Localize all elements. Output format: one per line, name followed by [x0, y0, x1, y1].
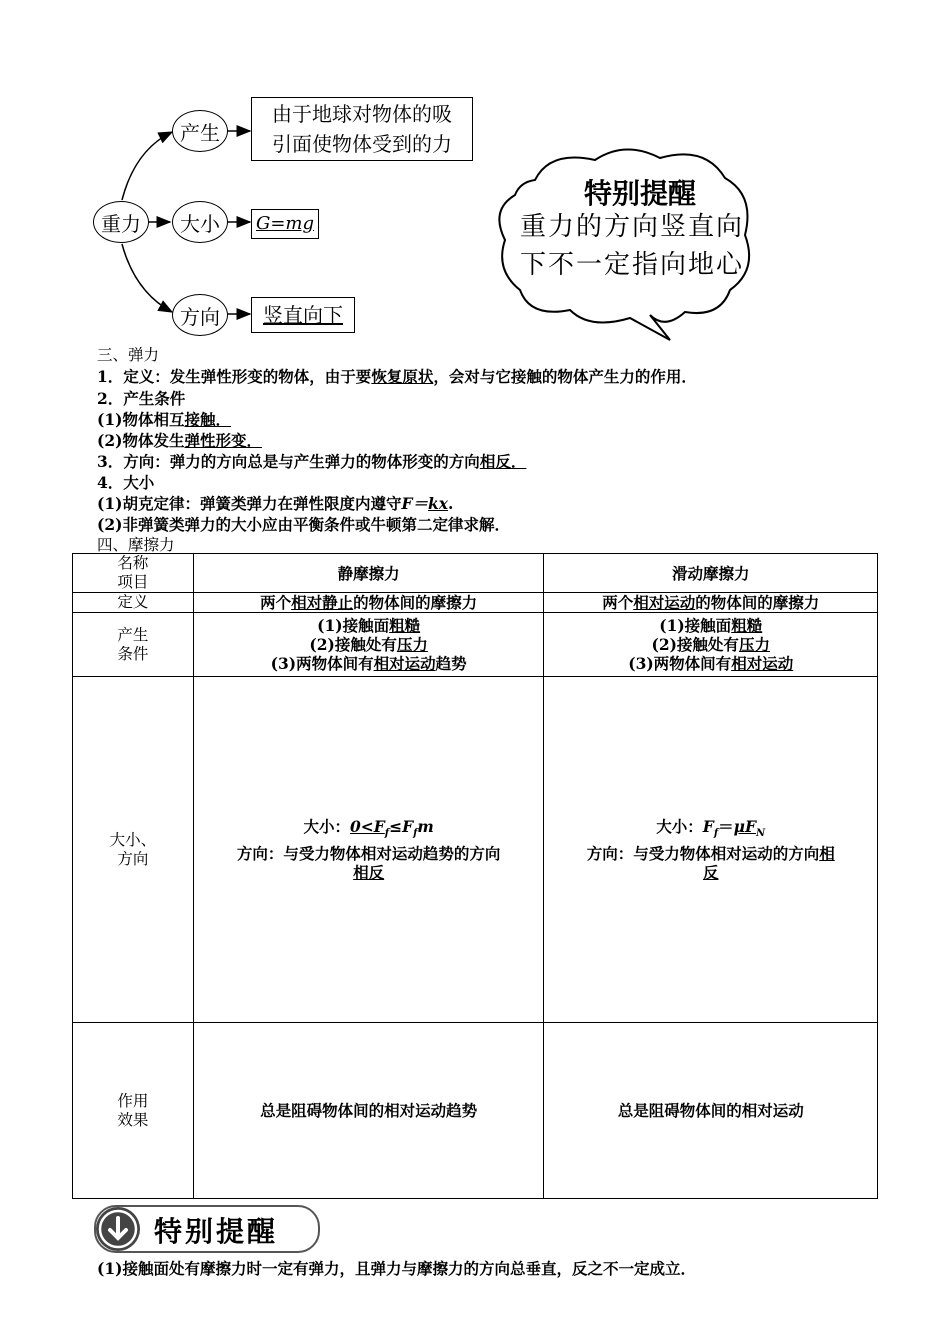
- static-magnitude-direction: 大小：$0<F_f\le F_fm$ 方向：与受力物体相对运动趋势的方向 相反: [193, 677, 544, 1023]
- table-row-definition: [73, 593, 878, 613]
- callout-title: 特别提醒: [583, 177, 696, 210]
- table-row-magnitude-direction: [73, 677, 878, 1023]
- magnitude-box: [251, 209, 319, 239]
- condition-1: (1)物体相互接触．: [97, 410, 231, 429]
- node-direction: 方向: [172, 294, 228, 336]
- node-magnitude: 大小: [172, 201, 228, 243]
- origin-box: [251, 97, 473, 161]
- sliding-definition: 两个相对运动的物体间的摩擦力: [544, 593, 878, 613]
- sliding-conditions: (1)接触面粗糙 (2)接触处有压力 (3)两物体间有相对运动: [544, 613, 878, 677]
- corner-cell: 名称 项目: [73, 554, 194, 593]
- section4-heading: 四、摩擦力: [97, 536, 175, 554]
- row-label-effect: 作用 效果: [73, 1023, 194, 1199]
- section3-heading: 三、弹力: [97, 346, 160, 364]
- direction-text: 竖直向下: [263, 303, 343, 327]
- non-spring-line: (2)非弹簧类弹力的大小应由平衡条件或牛顿第二定律求解．: [97, 515, 510, 534]
- definition-line: 1．定义：发生弹性形变的物体，由于要恢复原状，会对与它接触的物体产生力的作用．: [97, 367, 697, 386]
- magnitude-formula: G=mg: [255, 213, 315, 234]
- badge-title: 特别提醒: [154, 1215, 279, 1248]
- hooke-law-line: (1)胡克定律：弹簧类弹力在弹性限度内遵守F＝kx.: [97, 494, 454, 513]
- magnitude-heading: 4．大小: [97, 473, 155, 492]
- table-row-conditions: [73, 613, 878, 677]
- special-reminder-badge: [94, 1205, 320, 1253]
- static-conditions: (1)接触面粗糙 (2)接触处有压力 (3)两物体间有相对运动趋势: [193, 613, 544, 677]
- header-static-friction: 静摩擦力: [193, 554, 544, 593]
- down-arrow-icon: [96, 1207, 140, 1251]
- sliding-effect: 总是阻碍物体间的相对运动: [544, 1023, 878, 1199]
- row-label-magnitude: 大小、 方向: [73, 677, 194, 1023]
- table-header-row: [73, 554, 878, 593]
- friction-table: [72, 553, 878, 1199]
- direction-box: [251, 297, 355, 333]
- condition-2: (2)物体发生弹性形变．: [97, 431, 262, 450]
- static-definition: 两个相对静止的物体间的摩擦力: [193, 593, 544, 613]
- callout-line2: 下不一定指向地心: [520, 250, 745, 280]
- node-gravity: 重力: [93, 201, 149, 243]
- header-sliding-friction: 滑动摩擦力: [544, 554, 878, 593]
- origin-text-line1: 由于地球对物体的吸: [272, 102, 452, 126]
- reminder-note: (1)接触面处有摩擦力时一定有弹力，且弹力与摩擦力的方向总垂直，反之不一定成立．: [97, 1259, 696, 1278]
- origin-text-line2: 引面使物体受到的力: [272, 132, 452, 156]
- elastic-force-section: [97, 345, 897, 556]
- direction-line: 3．方向：弹力的方向总是与产生弹力的物体形变的方向相反．: [97, 452, 527, 471]
- conditions-heading: 2．产生条件: [97, 389, 186, 408]
- node-origin: 产生: [172, 110, 228, 152]
- sliding-magnitude-direction: 大小：$F_f=\mu F_N$ 方向：与受力物体相对运动的方向相 反: [544, 677, 878, 1023]
- static-effect: 总是阻碍物体间的相对运动趋势: [193, 1023, 544, 1199]
- gravity-diagram-connectors: [0, 0, 950, 345]
- row-label-definition: 定义: [73, 593, 194, 613]
- callout-body: [520, 208, 770, 284]
- table-row-effect: [73, 1023, 878, 1199]
- row-label-conditions: 产生 条件: [73, 613, 194, 677]
- callout-line1: 重力的方向竖直向: [520, 212, 745, 242]
